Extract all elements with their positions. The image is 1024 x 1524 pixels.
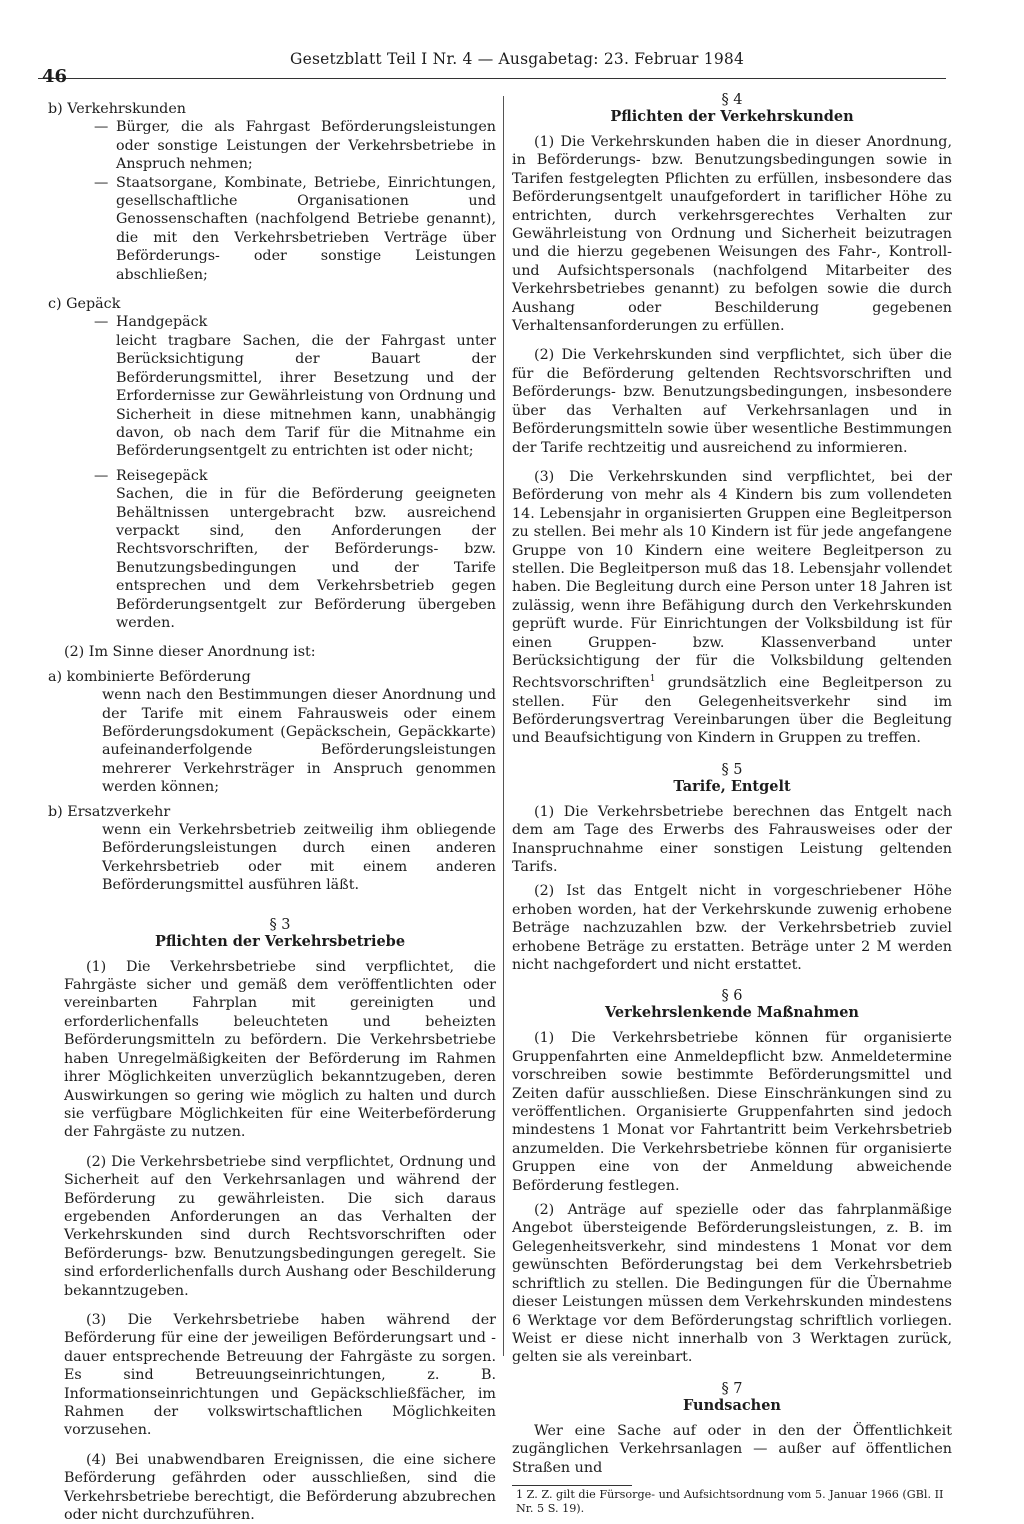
section-6-number: § 6	[721, 988, 743, 1005]
section-4-number: § 4	[721, 92, 743, 108]
item-c-dash-1-text: leicht tragbare Sachen, die der Fahrgast unter Berücksichtigung der Bauart der Beförderungsmittel, ihrer Besetzung und der Erfordernisse zur Gewährleistung von Ordnung und Sicherheit in diese mitnehmen kann, unabhängig davon, ob nach dem Tarif für die Mitnahme ein Beförderungsentgelt zu entrichten ist oder nicht;	[116, 332, 496, 460]
column-divider	[503, 96, 504, 1356]
section-7-title: Fundsachen	[683, 1396, 781, 1414]
section-6-paragraph-1: (1) Die Verkehrsbetriebe können für organisierte Gruppenfahrten eine Anmeldepflicht bzw. Anmeldetermine vorschreiben sowie bestimmte Beförderungsmittel und Zeiten dafür ausschließen. Diese Einschränkungen sind zu veröffentlichen. Organisierte Gruppenfahrten sind jedoch mindestens 1 Monat vor Fahrtantritt beim Verkehrsbetrieb anzumelden. Die Verkehrsbetriebe können für organisierte Gruppen eine von der Anmeldung abweichende Beförderung festlegen.	[512, 1030, 952, 1194]
section-4-paragraph-1: (1) Die Verkehrskunden haben die in dieser Anordnung, in Beförderungs- bzw. Benutzungsbedingungen sowie in Tarifen festgelegten Pflichten zu erfüllen, insbesondere das Beförderungsentgelt unaufgefordert in tariflicher Höhe zu entrichten, durch verkehrsgerechtes Verhalten zur Gewährleistung von Ordnung und Sicherheit beizutragen und die hierzu gegebenen Weisungen des Fahr-, Kontroll- und Aufsichtspersonals (nachfolgend Mitarbeiter des Verkehrsbetriebes genannt) zu befolgen sowie die durch Aushang oder Beschilderung gegebenen Verhaltensanforderungen zu erfüllen.	[512, 134, 952, 335]
section-6-title: Verkehrslenkende Maßnahmen	[605, 1004, 859, 1022]
section-3-paragraph-4: (4) Bei unabwendbaren Ereignissen, die eine sichere Beförderung gefährden oder ausschließen, sind die Verkehrsbetriebe berechtigt, die Beförderung abzubrechen oder nicht durchzuführen.	[64, 1451, 496, 1524]
item-a2-text: wenn nach den Bestimmungen dieser Anordnung und der Tarife mit einem Fahrausweis oder einem Beförderungsdokument (Gepäckschein, Gepäckkarte) aufeinanderfolgende Beförderungsleistungen mehrerer Verkehrsträger in Anspruch genommen werden können;	[102, 687, 496, 796]
item-c-dash-2-title: — Reisegepäck	[94, 467, 208, 484]
section-3-paragraph-2: (2) Die Verkehrsbetriebe sind verpflichtet, Ordnung und Sicherheit auf den Verkehrsanlagen und während der Beförderung zu gewährleisten. Die sich daraus ergebenden Anforderungen an das Verhalten der Verkehrskunden sind durch Rechtsvorschriften oder Beförderungs- bzw. Benutzungsbedingungen geregelt. Sie sind erforderlichenfalls durch Aushang oder Beschilderung bekanntzugeben.	[64, 1153, 496, 1299]
section-6-paragraph-2: (2) Anträge auf spezielle oder das fahrplanmäßige Angebot übersteigende Beförderungsleistungen, z. B. im Gelegenheitsverkehr, sind mindestens 1 Monat vor dem gewünschten Beförderungstag bei dem Verkehrsbetrieb schriftlich zu stellen. Die Bedingungen für die Übernahme dieser Leistungen müssen dem Verkehrskunden mindestens 6 Werktage vor dem Beförderungstag schriftlich vorliegen. Weist er diese nicht innerhalb von 3 Werktagen zurück, gelten sie als vereinbart.	[512, 1202, 952, 1366]
item-c-dash-1-title: — Handgepäck	[94, 314, 208, 331]
item-c-label: c) Gepäck	[48, 296, 121, 313]
section-3-paragraph-1: (1) Die Verkehrsbetriebe sind verpflichtet, die Fahrgäste sicher und gemäß dem veröffentlichten oder vereinbarten Fahrplan mit gereinigten und erforderlichenfalls beleuchteten und beheizten Beförderungsmitteln zu befördern. Die Verkehrsbetriebe haben Unregelmäßigkeiten der Beförderung im Rahmen ihrer Möglichkeiten unverzüglich bekanntzugeben, deren Auswirkungen so gering wie möglich zu halten und durch sie verfügbare Möglichkeiten für eine Weiterbeförderung der Fahrgäste zu nutzen.	[64, 958, 496, 1141]
section-3-title: Pflichten der Verkehrsbetriebe	[154, 932, 406, 950]
item-a2-label: a) kombinierte Beförderung	[48, 668, 251, 685]
right-column	[512, 92, 952, 1516]
page-header	[38, 50, 946, 87]
section-5-paragraph-1: (1) Die Verkehrsbetriebe berechnen das Entgelt nach dem am Tage des Erwerbs des Fahrausweises oder der Inanspruchnahme einer sonstigen Leistung geltenden Tarifs.	[512, 803, 952, 875]
section-4-paragraph-2: (2) Die Verkehrskunden sind verpflichtet, sich über die für die Beförderung geltenden Rechtsvorschriften und Beförderungs- bzw. Benutzungsbedingungen, insbesondere über das Verhalten auf Verkehrsanlagen und in Beförderungsmitteln sowie über wesentliche Bestimmungen der Tarife rechtzeitig und ausreichend zu informieren.	[512, 347, 952, 456]
paragraph-2-intro: (2) Im Sinne dieser Anordnung ist:	[64, 644, 316, 661]
item-b-label: b) Verkehrskunden	[48, 101, 186, 117]
section-5-paragraph-2: (2) Ist das Entgelt nicht in vorgeschriebener Höhe erhoben worden, hat der Verkehrskunde zuwenig erhobene Beträge nachzuzahlen bzw. der Verkehrsbetrieb zuviel erhobene Beträge zu erstatten. Beträge unter 2 M werden nicht nachgefordert und nicht erstattet.	[512, 883, 952, 974]
section-3-paragraph-3: (3) Die Verkehrsbetriebe haben während der Beförderung für eine der jeweiligen Beförderungsart und -dauer entsprechende Betreuung der Fahrgäste zu sorgen. Es sind Betreuungseinrichtungen, z. B. Informationseinrichtungen und Gepäckschließfächer, im Rahmen der volkswirtschaftlichen Möglichkeiten vorzusehen.	[64, 1311, 496, 1439]
page-number: 46	[42, 66, 68, 87]
footnote-rule	[512, 1485, 632, 1486]
item-b2-text: wenn ein Verkehrsbetrieb zeitweilig ihm obliegende Beförderungsleistungen durch einen anderen Verkehrsbetrieb oder mit einem anderen Beförderungsmittel ausführen läßt.	[102, 822, 496, 894]
section-7-paragraph-1: Wer eine Sache auf oder in den der Öffentlichkeit zugänglichen Verkehrsanlagen — außer auf öffentlichen Straßen und	[512, 1422, 952, 1476]
item-b2-label: b) Ersatzverkehr	[48, 803, 171, 820]
item-c-dash-2-text: Sachen, die in für die Beförderung geeigneten Behältnissen untergebracht bzw. ausreichend verpackt sind, den Anforderungen der Rechtsvorschriften, der Beförderungs- bzw. Benutzungsbedingungen und der Tarife entsprechen und dem Verkehrsbetrieb gegen Beförderungsentgelt zur Beförderung übergeben werden.	[116, 486, 496, 631]
item-b-dash-1: — Bürger, die als Fahrgast Beförderungsleistungen oder sonstige Leistungen der Verkehrsbetriebe in Anspruch nehmen;	[94, 119, 496, 173]
running-head: Gesetzblatt Teil I Nr. 4 — Ausgabetag: 23. Februar 1984	[290, 50, 745, 68]
section-5-number: § 5	[721, 761, 743, 778]
footnote: 1 Z. Z. gilt die Fürsorge- und Aufsichtsordnung vom 5. Januar 1966 (GBl. II Nr. 5 S. 19).	[516, 1487, 944, 1515]
section-4-paragraph-3: (3) Die Verkehrskunden sind verpflichtet, bei der Beförderung von mehr als 4 Kindern bis zum vollendeten 14. Lebensjahr in organisierten Gruppen eine Begleitperson zu stellen. Bei mehr als 10 Kindern ist für jede angefangene Gruppe von 10 Kindern eine weitere Begleitperson zu stellen. Die Begleitperson muß das 18. Lebensjahr vollendet haben. Die Begleitung durch eine Person unter 18 Jahren ist zulässig, wenn ihre Befähigung durch den Verkehrskunden geprüft wurde. Für Einrichtungen der Volksbildung ist für einen Gruppen- bzw. Klassenverband unter Berücksichtigung der für die Volksbildung geltenden Rechtsvorschriften$^1$ grundsätzlich eine Begleitperson zu stellen. Für den Gelegenheitsverkehr sind im Beförderungsvertrag Vereinbarungen über die Begleitung und Beaufsichtigung von Kindern in Gruppen zu treffen.	[512, 468, 952, 747]
section-7-number: § 7	[721, 1380, 743, 1397]
item-b-dash-2: — Staatsorgane, Kombinate, Betriebe, Einrichtungen, gesellschaftliche Organisationen und Genossenschaften (nachfolgend Betriebe genannt), die mit den Verkehrsbetrieben Verträge über Beförderungs- oder sonstige Leistungen abschließen;	[94, 174, 496, 283]
section-4-title: Pflichten der Verkehrskunden	[610, 108, 854, 125]
left-column	[48, 100, 496, 1524]
section-3-number: § 3	[269, 916, 291, 933]
section-5-title: Tarife, Entgelt	[673, 777, 791, 795]
footnote-reference: 1	[649, 674, 656, 685]
